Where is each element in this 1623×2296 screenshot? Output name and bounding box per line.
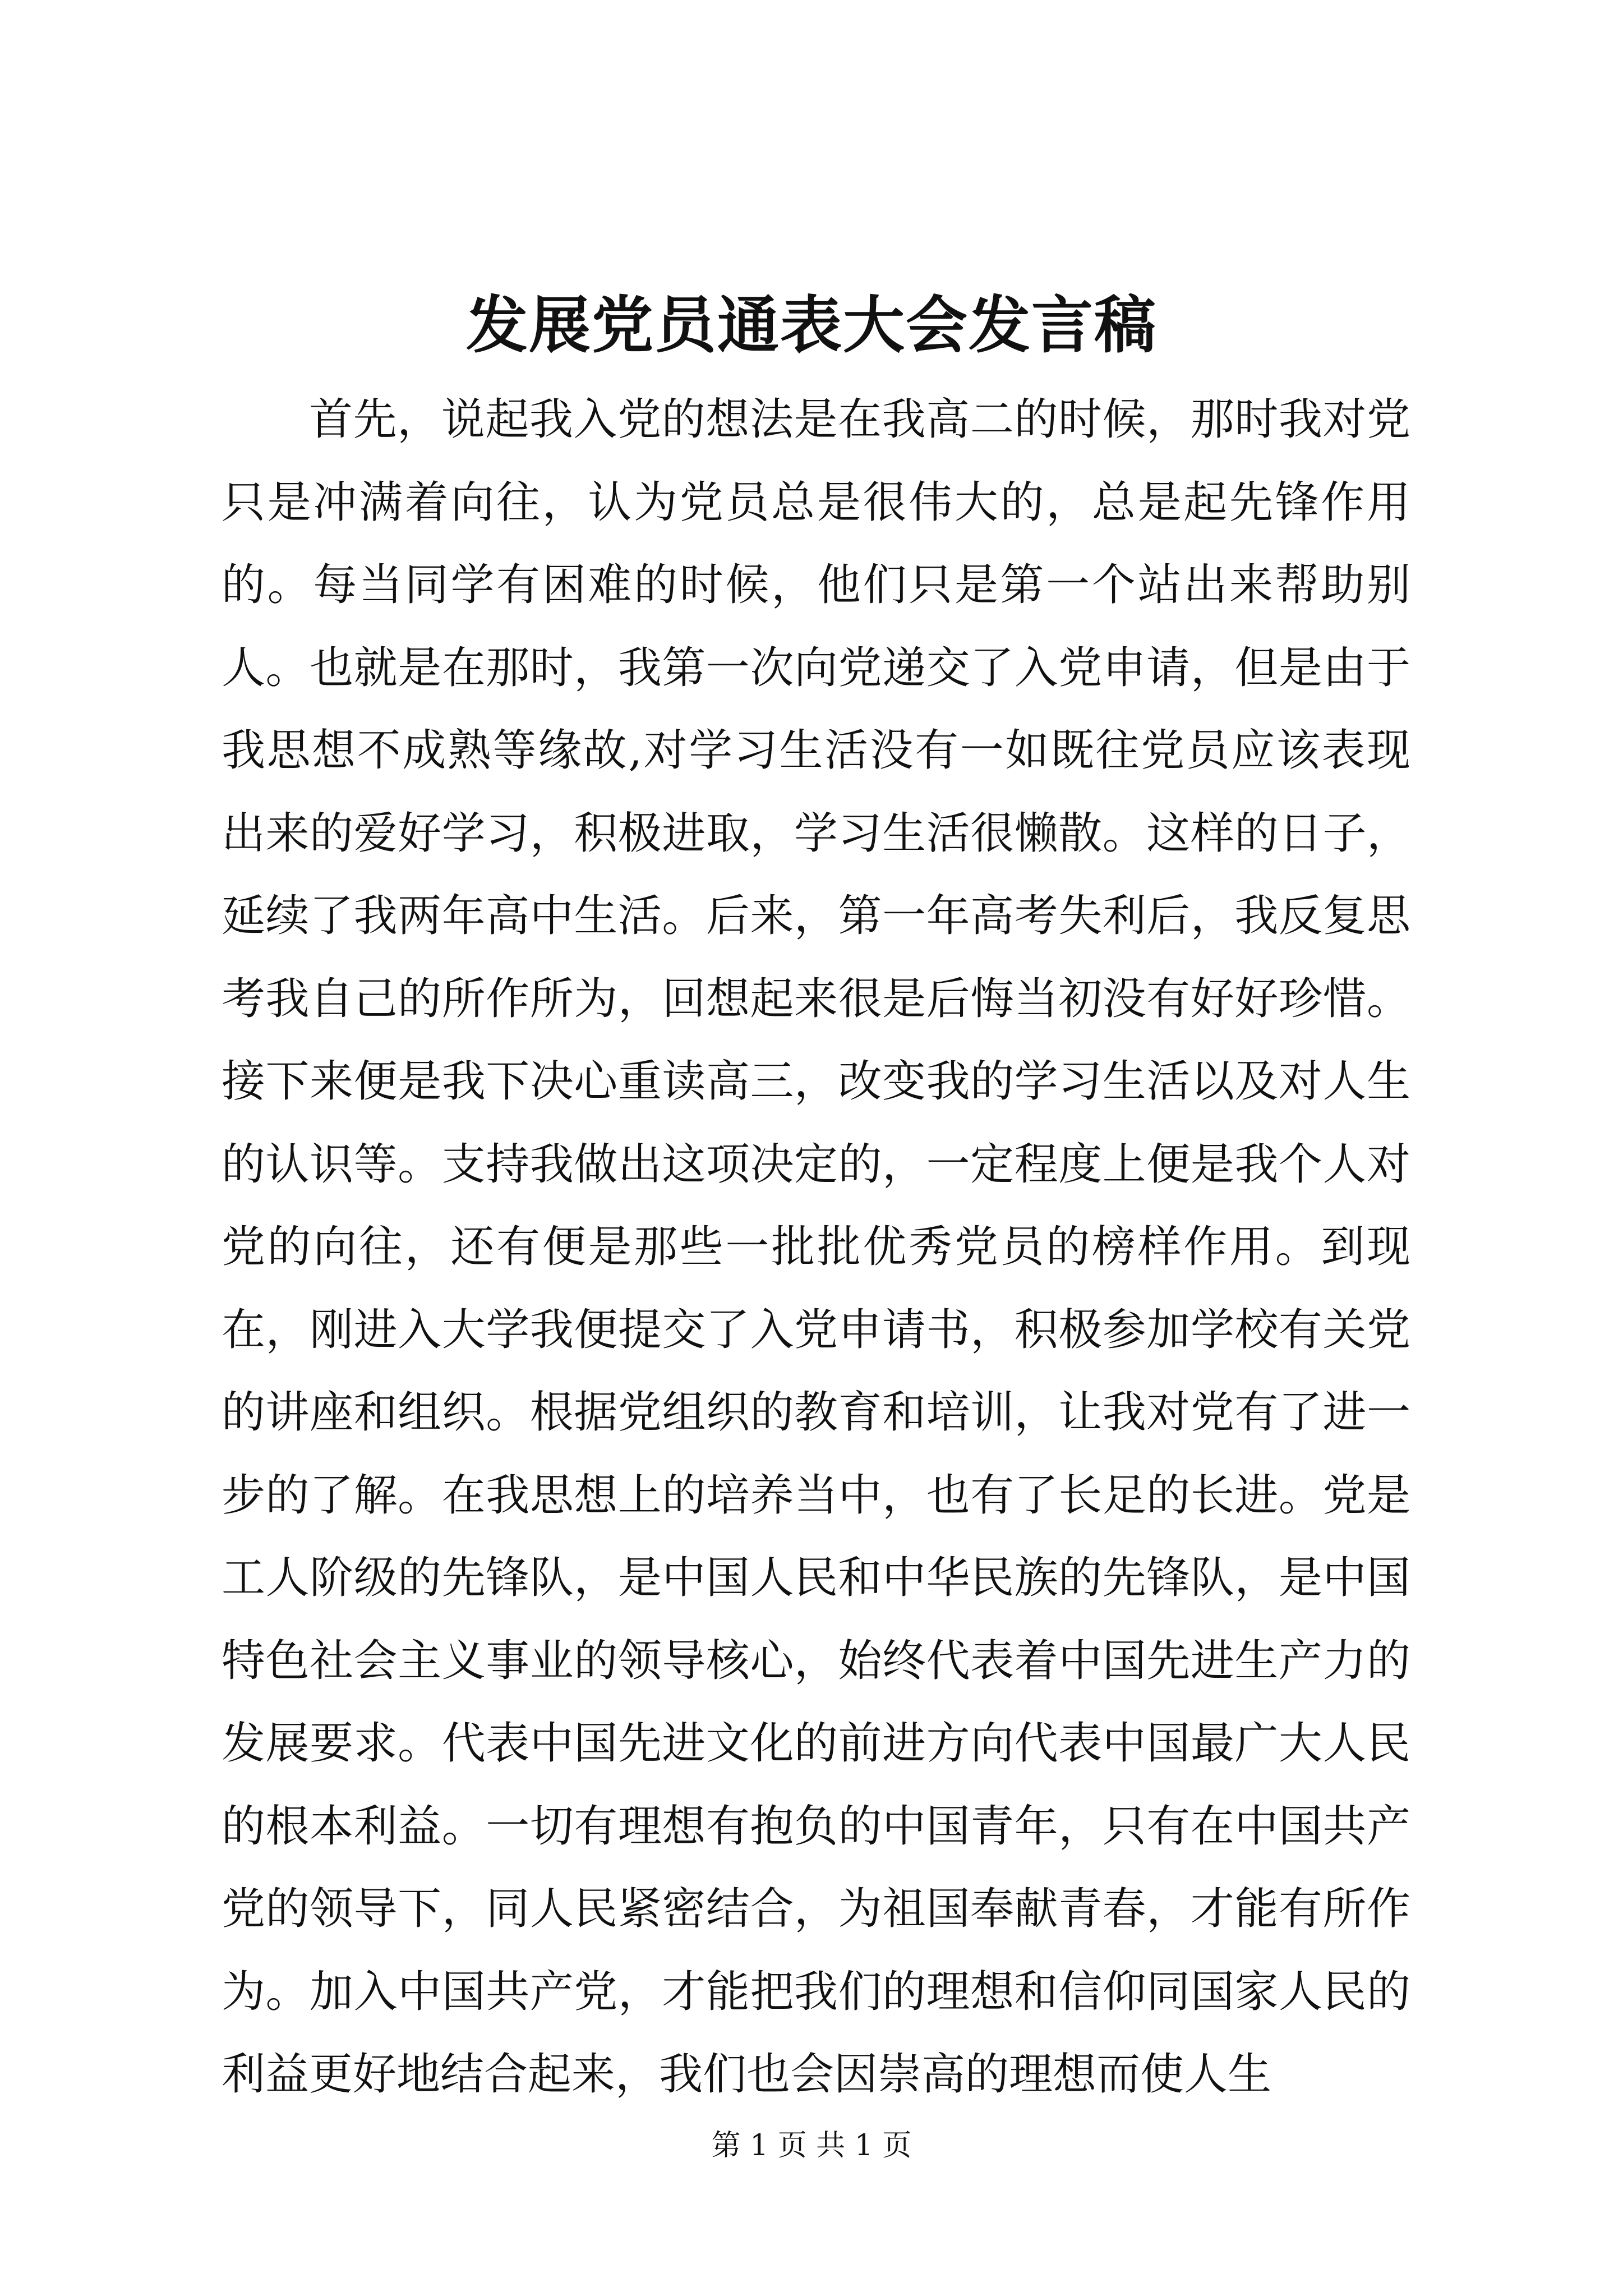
document-title: 发展党员通表大会发言稿 xyxy=(466,289,1157,361)
body-paragraph: 首先，说起我入党的想法是在我高二的时候，那时我对党只是冲满着向往，认为党员总是很伟大的，总是起先锋作用的。每当同学有困难的时候，他们只是第一个站出来帮助别人。也就是在那时，我第一次向党递交了入党申请，但是由于我思想不成熟等缘故,对学习生活没有一如既往党员应该表现出来的爱好学习，积极进取，学习生活很懒散。这样的日子，延续了我两年高中生活。后来，第一年高考失利后，我反复思考我自己的所作所为，回想起来很是后悔当初没有好好珍惜。接下来便是我下决心重读高三，改变我的学习生活以及对人生的认识等。支持我做出这项决定的，一定程度上便是我个人对党的向往，还有便是那些一批批优秀党员的榜样作用。到现在，刚进入大学我便提交了入党申请书，积极参加学校有关党的讲座和组织。根据党组织的教育和培训，让我对党有了进一步的了解。在我思想上的培养当中，也有了长足的长进。党是工人阶级的先锋队，是中国人民和中华民族的先锋队，是中国特色社会主义事业的领导核心，始终代表着中国先进生产力的发展要求。代表中国先进文化的前进方向代表中国最广大人民的根本利益。一切有理想有抱负的中国青年，只有在中国共产党的领导下，同人民紧密结合，为祖国奉献青春，才能有所作为。加入中国共产党，才能把我们的理想和信仰同国家人民的利益更好地结合起来，我们也会因崇高的理想而使人生 xyxy=(222,394,1410,2100)
page-footer: 第 1 页 共 1 页 xyxy=(711,2129,912,2162)
